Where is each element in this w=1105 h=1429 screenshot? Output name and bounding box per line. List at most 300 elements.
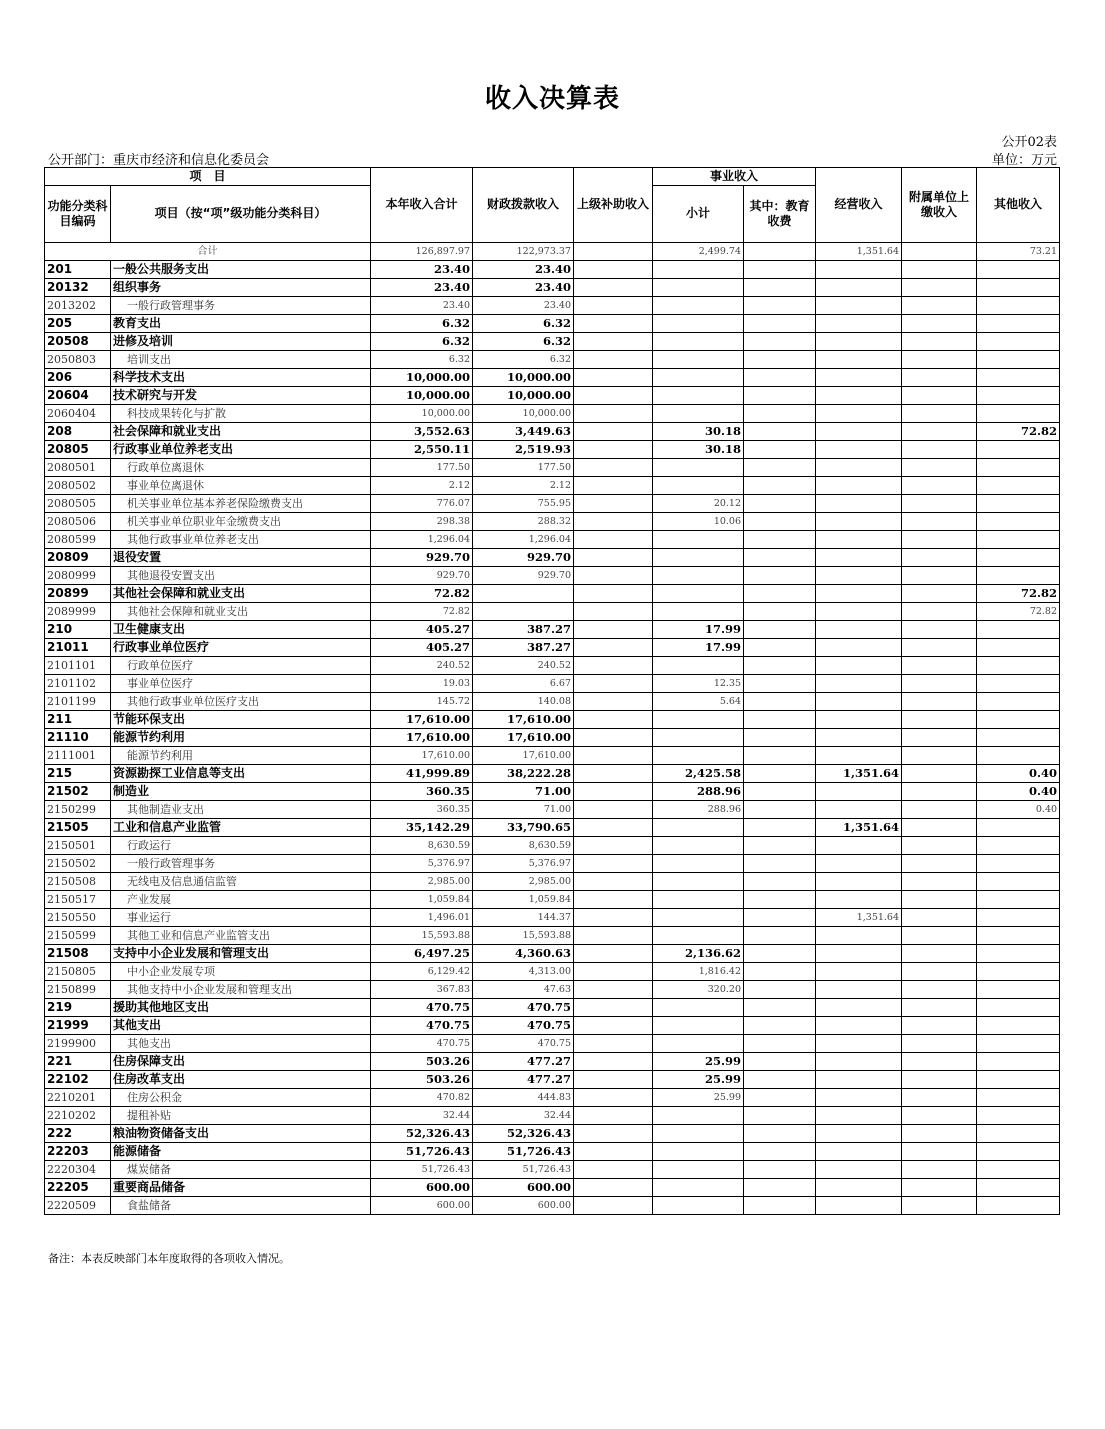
cell-affiliated <box>902 476 977 494</box>
cell-total: 10,000.00 <box>371 368 473 386</box>
cell-affiliated <box>902 764 977 782</box>
cell-affiliated <box>902 998 977 1016</box>
cell-code: 21011 <box>45 638 111 656</box>
cell-name: 其他退役安置支出 <box>111 566 371 584</box>
cell-subtotal <box>653 368 744 386</box>
table-row <box>45 602 1060 620</box>
table-row <box>45 260 1060 278</box>
cell-superior <box>574 890 653 908</box>
cell-other <box>977 746 1060 764</box>
cell-total: 470.75 <box>371 1016 473 1034</box>
cell-total: 1,296.04 <box>371 530 473 548</box>
table-row <box>45 368 1060 386</box>
cell-superior <box>574 872 653 890</box>
cell-code: 22102 <box>45 1070 111 1088</box>
cell-affiliated <box>902 908 977 926</box>
cell-superior <box>574 422 653 440</box>
cell-edu <box>744 1196 816 1214</box>
cell-affiliated <box>902 710 977 728</box>
cell-superior <box>574 476 653 494</box>
cell-operating <box>816 980 902 998</box>
cell-edu <box>744 602 816 620</box>
page-title: 收入决算表 <box>484 84 620 114</box>
cell-affiliated <box>902 818 977 836</box>
cell-subtotal <box>653 926 744 944</box>
cell-name: 住房公积金 <box>111 1088 371 1106</box>
cell-code: 2150508 <box>45 872 111 890</box>
cell-subtotal <box>653 278 744 296</box>
cell-fiscal: 23.40 <box>473 278 574 296</box>
cell-subtotal: 2,136.62 <box>653 944 744 962</box>
table-row <box>45 1196 1060 1214</box>
cell-affiliated <box>902 1016 977 1034</box>
cell-subtotal: 1,816.42 <box>653 962 744 980</box>
cell-affiliated <box>902 1178 977 1196</box>
cell-fiscal: 38,222.28 <box>473 764 574 782</box>
table-row <box>45 530 1060 548</box>
table-row <box>45 800 1060 818</box>
form-number: 公开02表 <box>1001 135 1057 150</box>
table-row <box>45 674 1060 692</box>
cell-edu <box>744 476 816 494</box>
cell-total: 2,550.11 <box>371 440 473 458</box>
cell-affiliated <box>902 836 977 854</box>
cell-other <box>977 1142 1060 1160</box>
cell-name: 其他行政事业单位医疗支出 <box>111 692 371 710</box>
cell-subtotal <box>653 818 744 836</box>
cell-other <box>977 620 1060 638</box>
cell-operating <box>816 1160 902 1178</box>
table-row <box>45 1142 1060 1160</box>
cell-code: 20809 <box>45 548 111 566</box>
cell-fiscal: 10,000.00 <box>473 404 574 422</box>
cell-operating <box>816 260 902 278</box>
cell-code: 2101102 <box>45 674 111 692</box>
cell-subtotal <box>653 260 744 278</box>
table-row <box>45 854 1060 872</box>
cell-code: 2101101 <box>45 656 111 674</box>
cell-operating <box>816 350 902 368</box>
cell-name: 一般行政管理事务 <box>111 854 371 872</box>
cell-total: 929.70 <box>371 566 473 584</box>
cell-code: 2220509 <box>45 1196 111 1214</box>
cell-other <box>977 944 1060 962</box>
cell-subtotal <box>653 998 744 1016</box>
table-row <box>45 620 1060 638</box>
cell-edu <box>744 314 816 332</box>
cell-affiliated <box>902 386 977 404</box>
cell-operating <box>816 386 902 404</box>
cell-operating <box>816 494 902 512</box>
cell-subtotal <box>653 1142 744 1160</box>
cell-edu <box>744 962 816 980</box>
cell-operating <box>816 422 902 440</box>
cell-name: 其他工业和信息产业监管支出 <box>111 926 371 944</box>
unit-label: 单位：万元 <box>991 153 1057 168</box>
cell-superior <box>574 440 653 458</box>
cell-operating: 1,351.64 <box>816 818 902 836</box>
table-row <box>45 386 1060 404</box>
cell-code: 22203 <box>45 1142 111 1160</box>
cell-name: 事业运行 <box>111 908 371 926</box>
cell-superior <box>574 854 653 872</box>
cell-fiscal: 23.40 <box>473 260 574 278</box>
cell-fiscal: 52,326.43 <box>473 1124 574 1142</box>
cell-code: 2080599 <box>45 530 111 548</box>
cell-total: 240.52 <box>371 656 473 674</box>
cell-code: 219 <box>45 998 111 1016</box>
cell-total: 470.75 <box>371 998 473 1016</box>
cell-code: 205 <box>45 314 111 332</box>
cell-other <box>977 710 1060 728</box>
cell-code: 2150517 <box>45 890 111 908</box>
cell-subtotal <box>653 548 744 566</box>
cell-operating <box>816 836 902 854</box>
cell-affiliated <box>902 1124 977 1142</box>
cell-name: 行政事业单位医疗 <box>111 638 371 656</box>
cell-affiliated <box>902 1142 977 1160</box>
cell-code: 2089999 <box>45 602 111 620</box>
cell-subtotal: 5.64 <box>653 692 744 710</box>
cell-other <box>977 1052 1060 1070</box>
cell-subtotal <box>653 530 744 548</box>
cell-edu <box>744 1160 816 1178</box>
cell-affiliated <box>902 800 977 818</box>
cell-total: 51,726.43 <box>371 1160 473 1178</box>
cell-edu <box>744 1124 816 1142</box>
header-superior: 上级补助收入 <box>574 168 653 243</box>
cell-affiliated <box>902 656 977 674</box>
table-row <box>45 962 1060 980</box>
cell-code: 21502 <box>45 782 111 800</box>
table-row <box>45 638 1060 656</box>
cell-superior <box>574 818 653 836</box>
cell-superior <box>574 926 653 944</box>
cell-code: 2080502 <box>45 476 111 494</box>
cell-superior <box>574 332 653 350</box>
cell-operating <box>816 1052 902 1070</box>
cell-total: 367.83 <box>371 980 473 998</box>
cell-superior <box>574 638 653 656</box>
cell-name: 其他制造业支出 <box>111 800 371 818</box>
cell-subtotal <box>653 602 744 620</box>
cell-other <box>977 368 1060 386</box>
cell-code: 2080505 <box>45 494 111 512</box>
cell-total: 6,129.42 <box>371 962 473 980</box>
cell-edu <box>744 782 816 800</box>
cell-subtotal: 25.99 <box>653 1052 744 1070</box>
table-row <box>45 1088 1060 1106</box>
cell-superior <box>574 1196 653 1214</box>
cell-other: 72.82 <box>977 422 1060 440</box>
cell-code: 2150502 <box>45 854 111 872</box>
cell-code: 208 <box>45 422 111 440</box>
cell-fiscal: 32.44 <box>473 1106 574 1124</box>
total-cell-other: 73.21 <box>977 242 1060 260</box>
cell-subtotal: 17.99 <box>653 620 744 638</box>
table-row <box>45 764 1060 782</box>
cell-operating <box>816 998 902 1016</box>
cell-affiliated <box>902 1034 977 1052</box>
table-row <box>45 710 1060 728</box>
cell-edu <box>744 710 816 728</box>
cell-superior <box>574 710 653 728</box>
cell-code: 2050803 <box>45 350 111 368</box>
cell-other <box>977 494 1060 512</box>
cell-operating <box>816 872 902 890</box>
cell-edu <box>744 1016 816 1034</box>
cell-other: 0.40 <box>977 782 1060 800</box>
cell-edu <box>744 1088 816 1106</box>
table-row <box>45 782 1060 800</box>
cell-affiliated <box>902 728 977 746</box>
cell-superior <box>574 1034 653 1052</box>
cell-fiscal: 6.67 <box>473 674 574 692</box>
cell-code: 221 <box>45 1052 111 1070</box>
cell-fiscal: 600.00 <box>473 1178 574 1196</box>
cell-total: 52,326.43 <box>371 1124 473 1142</box>
table-row <box>45 746 1060 764</box>
table-body <box>45 242 1060 1214</box>
cell-fiscal: 477.27 <box>473 1052 574 1070</box>
cell-edu <box>744 404 816 422</box>
cell-other <box>977 836 1060 854</box>
header-affiliated: 附属单位上缴收入 <box>902 168 977 243</box>
cell-operating <box>816 620 902 638</box>
cell-edu <box>744 980 816 998</box>
header-subtotal: 小计 <box>653 185 744 242</box>
cell-fiscal: 3,449.63 <box>473 422 574 440</box>
cell-code: 2013202 <box>45 296 111 314</box>
cell-fiscal: 4,313.00 <box>473 962 574 980</box>
cell-name: 重要商品储备 <box>111 1178 371 1196</box>
cell-other <box>977 296 1060 314</box>
cell-edu <box>744 1178 816 1196</box>
table-row <box>45 1016 1060 1034</box>
cell-operating <box>816 962 902 980</box>
cell-operating <box>816 1106 902 1124</box>
cell-fiscal: 6.32 <box>473 332 574 350</box>
cell-other <box>977 458 1060 476</box>
cell-affiliated <box>902 980 977 998</box>
cell-operating <box>816 566 902 584</box>
cell-affiliated <box>902 620 977 638</box>
cell-other <box>977 890 1060 908</box>
cell-subtotal <box>653 584 744 602</box>
cell-fiscal: 477.27 <box>473 1070 574 1088</box>
cell-other <box>977 962 1060 980</box>
cell-code: 2060404 <box>45 404 111 422</box>
cell-total: 35,142.29 <box>371 818 473 836</box>
cell-other <box>977 1124 1060 1142</box>
cell-edu <box>744 350 816 368</box>
cell-subtotal <box>653 296 744 314</box>
cell-operating <box>816 332 902 350</box>
cell-operating <box>816 1124 902 1142</box>
cell-subtotal <box>653 458 744 476</box>
cell-other <box>977 278 1060 296</box>
cell-subtotal <box>653 404 744 422</box>
table-row <box>45 512 1060 530</box>
cell-code: 21505 <box>45 818 111 836</box>
cell-fiscal: 17,610.00 <box>473 746 574 764</box>
cell-other <box>977 512 1060 530</box>
cell-superior <box>574 944 653 962</box>
cell-edu <box>744 440 816 458</box>
cell-subtotal <box>653 1016 744 1034</box>
cell-other <box>977 548 1060 566</box>
cell-fiscal: 71.00 <box>473 800 574 818</box>
cell-affiliated <box>902 458 977 476</box>
cell-edu <box>744 368 816 386</box>
cell-superior <box>574 800 653 818</box>
cell-operating <box>816 458 902 476</box>
cell-total: 17,610.00 <box>371 746 473 764</box>
cell-total: 19.03 <box>371 674 473 692</box>
cell-other <box>977 1160 1060 1178</box>
cell-total: 360.35 <box>371 800 473 818</box>
cell-operating <box>816 584 902 602</box>
total-cell-total: 126,897.97 <box>371 242 473 260</box>
table-row <box>45 1070 1060 1088</box>
cell-subtotal <box>653 746 744 764</box>
cell-operating <box>816 1088 902 1106</box>
cell-code: 2080501 <box>45 458 111 476</box>
cell-total: 6,497.25 <box>371 944 473 962</box>
cell-affiliated <box>902 440 977 458</box>
cell-operating <box>816 368 902 386</box>
cell-subtotal <box>653 1196 744 1214</box>
cell-affiliated <box>902 404 977 422</box>
cell-total: 5,376.97 <box>371 854 473 872</box>
cell-code: 2080999 <box>45 566 111 584</box>
table-row <box>45 314 1060 332</box>
cell-subtotal: 17.99 <box>653 638 744 656</box>
table-row <box>45 1106 1060 1124</box>
cell-total: 72.82 <box>371 602 473 620</box>
cell-name: 行政单位医疗 <box>111 656 371 674</box>
cell-fiscal <box>473 602 574 620</box>
cell-subtotal <box>653 836 744 854</box>
cell-operating <box>816 548 902 566</box>
cell-edu <box>744 548 816 566</box>
table-row <box>45 998 1060 1016</box>
cell-subtotal <box>653 872 744 890</box>
table-row <box>45 422 1060 440</box>
cell-total: 51,726.43 <box>371 1142 473 1160</box>
cell-code: 2210201 <box>45 1088 111 1106</box>
cell-superior <box>574 1124 653 1142</box>
cell-other: 0.40 <box>977 764 1060 782</box>
cell-superior <box>574 674 653 692</box>
cell-total: 776.07 <box>371 494 473 512</box>
cell-affiliated <box>902 1196 977 1214</box>
cell-fiscal: 140.08 <box>473 692 574 710</box>
cell-fiscal: 71.00 <box>473 782 574 800</box>
cell-affiliated <box>902 1052 977 1070</box>
cell-name: 其他行政事业单位养老支出 <box>111 530 371 548</box>
cell-name: 科技成果转化与扩散 <box>111 404 371 422</box>
cell-code: 2150899 <box>45 980 111 998</box>
cell-subtotal <box>653 656 744 674</box>
total-cell-fiscal: 122,973.37 <box>473 242 574 260</box>
cell-affiliated <box>902 674 977 692</box>
cell-total: 17,610.00 <box>371 710 473 728</box>
cell-operating <box>816 602 902 620</box>
cell-total: 23.40 <box>371 278 473 296</box>
cell-affiliated <box>902 332 977 350</box>
cell-affiliated <box>902 1070 977 1088</box>
cell-operating <box>816 1070 902 1088</box>
cell-edu <box>744 584 816 602</box>
cell-operating: 1,351.64 <box>816 764 902 782</box>
cell-total: 2.12 <box>371 476 473 494</box>
cell-total: 6.32 <box>371 350 473 368</box>
cell-edu <box>744 908 816 926</box>
cell-subtotal: 30.18 <box>653 422 744 440</box>
cell-code: 20132 <box>45 278 111 296</box>
cell-affiliated <box>902 512 977 530</box>
cell-edu <box>744 260 816 278</box>
cell-affiliated <box>902 926 977 944</box>
cell-total: 3,552.63 <box>371 422 473 440</box>
cell-fiscal: 2,985.00 <box>473 872 574 890</box>
table-row <box>45 548 1060 566</box>
cell-fiscal: 929.70 <box>473 566 574 584</box>
cell-total: 72.82 <box>371 584 473 602</box>
cell-total: 405.27 <box>371 638 473 656</box>
cell-edu <box>744 728 816 746</box>
cell-other <box>977 1088 1060 1106</box>
cell-name: 其他支出 <box>111 1034 371 1052</box>
cell-other <box>977 1196 1060 1214</box>
cell-name: 制造业 <box>111 782 371 800</box>
cell-subtotal: 20.12 <box>653 494 744 512</box>
cell-affiliated <box>902 548 977 566</box>
cell-name: 无线电及信息通信监管 <box>111 872 371 890</box>
cell-total: 23.40 <box>371 260 473 278</box>
cell-other <box>977 1106 1060 1124</box>
table-row <box>45 566 1060 584</box>
cell-name: 援助其他地区支出 <box>111 998 371 1016</box>
cell-name: 科学技术支出 <box>111 368 371 386</box>
cell-edu <box>744 872 816 890</box>
cell-name: 一般行政管理事务 <box>111 296 371 314</box>
cell-total: 1,496.01 <box>371 908 473 926</box>
cell-superior <box>574 1088 653 1106</box>
cell-edu <box>744 620 816 638</box>
cell-edu <box>744 1052 816 1070</box>
cell-operating <box>816 530 902 548</box>
header-project: 项 目 <box>45 168 371 186</box>
cell-other <box>977 1016 1060 1034</box>
table-row <box>45 944 1060 962</box>
cell-fiscal: 929.70 <box>473 548 574 566</box>
cell-superior <box>574 296 653 314</box>
cell-subtotal <box>653 476 744 494</box>
cell-name: 其他支出 <box>111 1016 371 1034</box>
cell-affiliated <box>902 278 977 296</box>
cell-other <box>977 728 1060 746</box>
cell-fiscal: 1,059.84 <box>473 890 574 908</box>
table-row <box>45 890 1060 908</box>
cell-other <box>977 566 1060 584</box>
cell-operating <box>816 1142 902 1160</box>
cell-name: 粮油物资储备支出 <box>111 1124 371 1142</box>
table-row <box>45 728 1060 746</box>
table-row <box>45 980 1060 998</box>
cell-edu <box>744 638 816 656</box>
